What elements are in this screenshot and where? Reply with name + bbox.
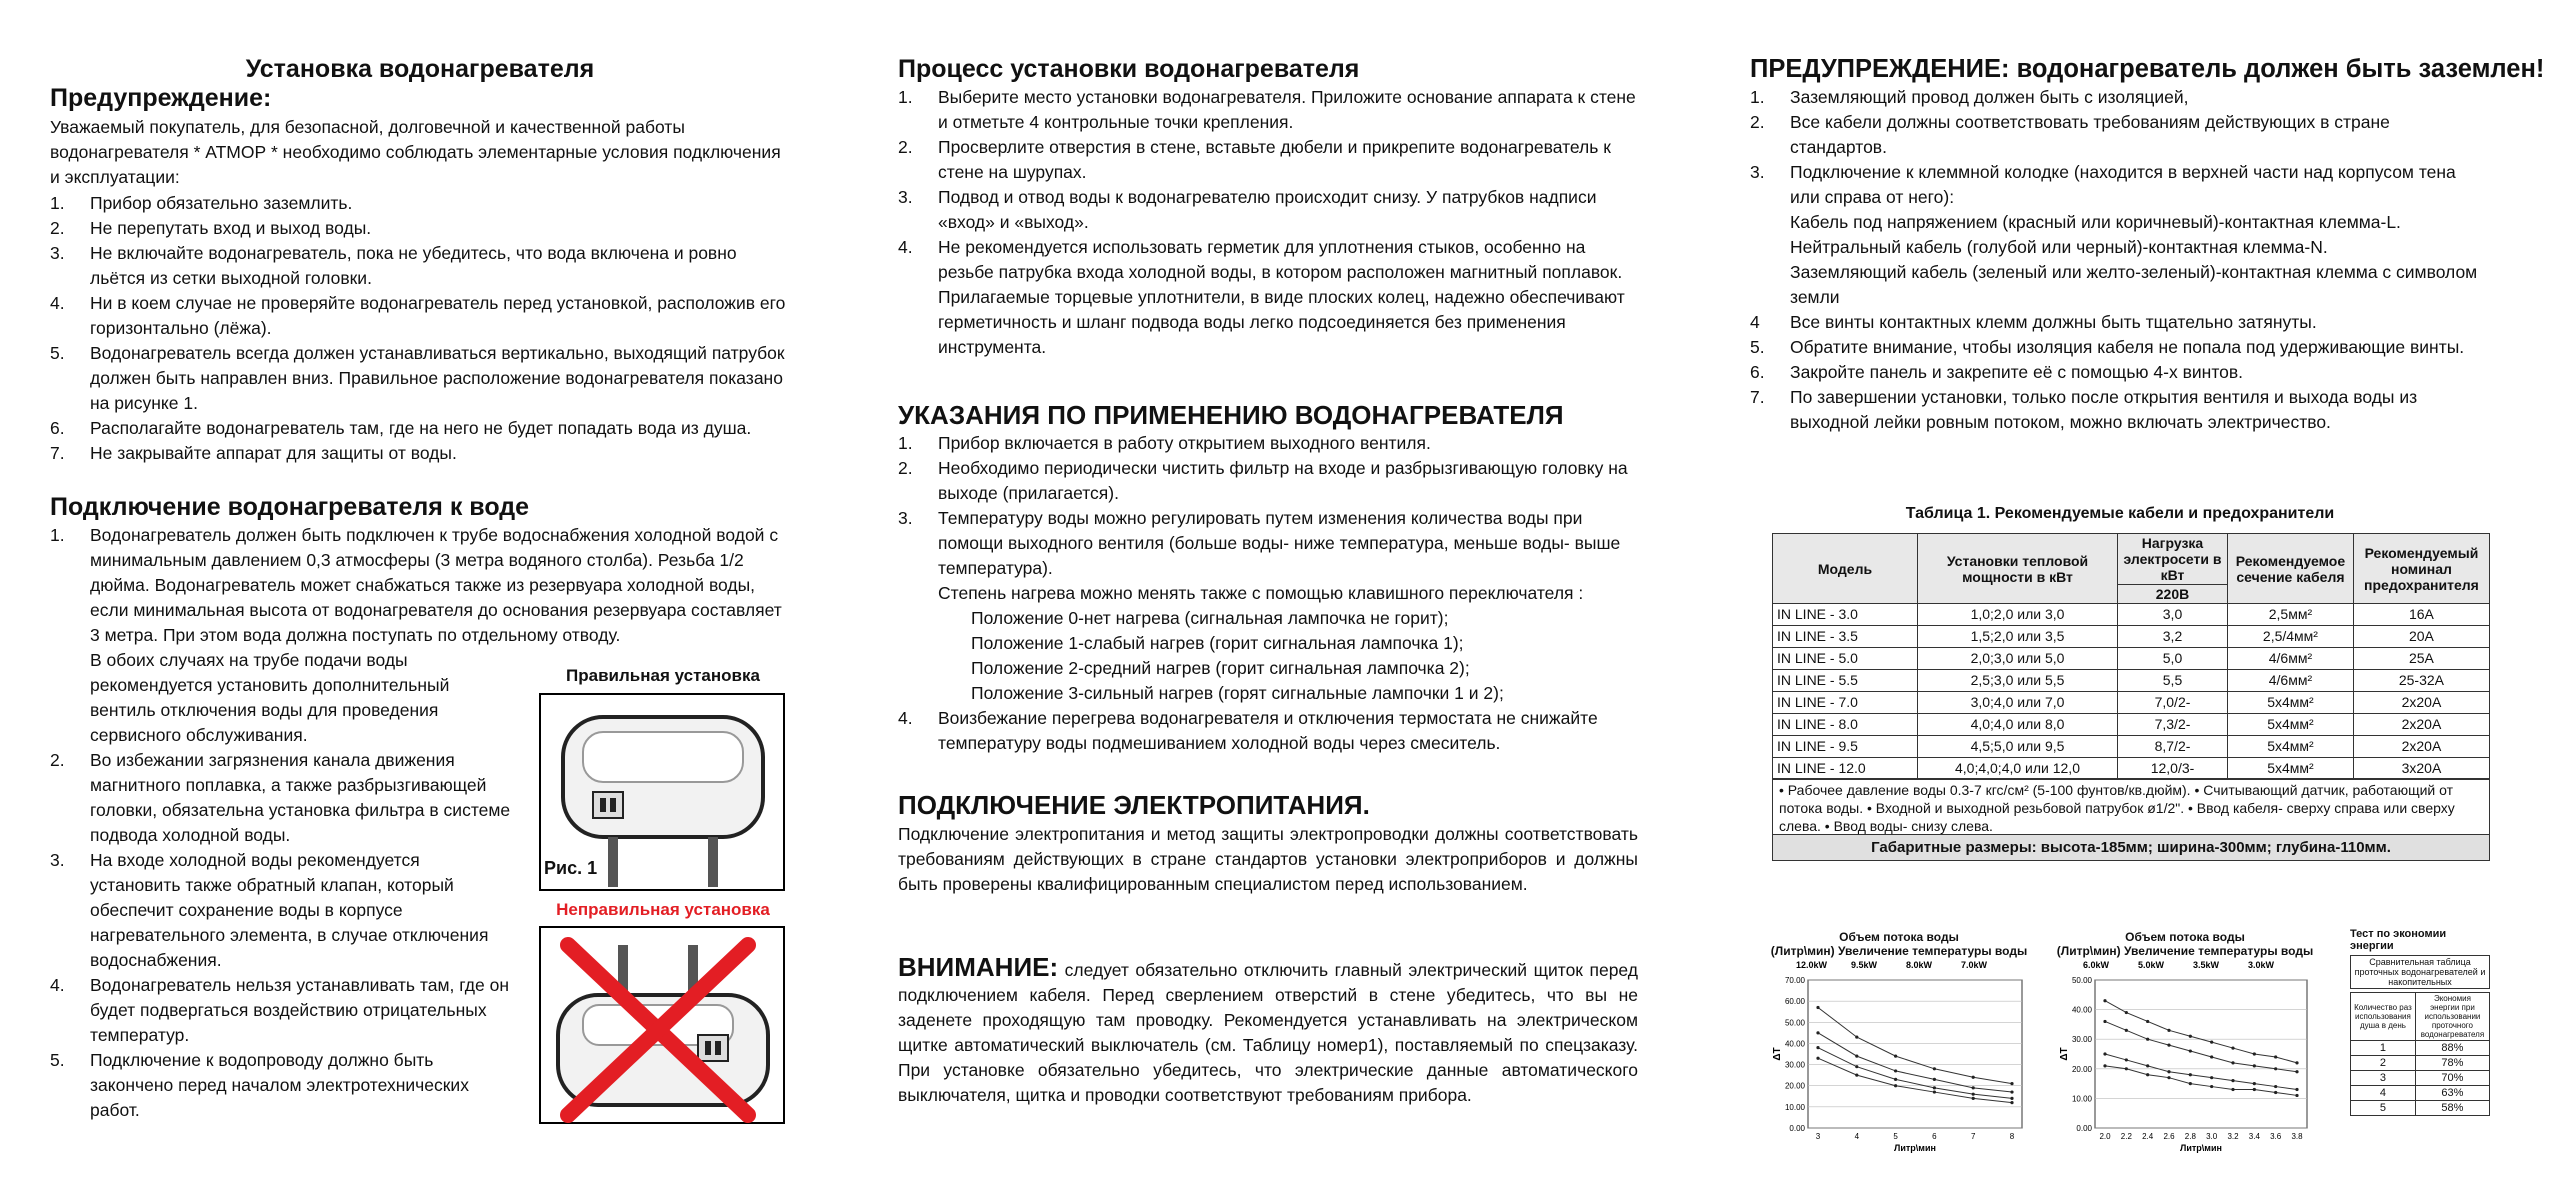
table-cell: 4,0;4,0;4,0 или 12,0 <box>1918 758 2118 780</box>
data-point <box>2231 1079 2234 1082</box>
table-cell: 25A <box>2353 648 2489 670</box>
y-tick-label: 30.00 <box>1784 1060 1805 1070</box>
table-cell: IN LINE - 12.0 <box>1773 758 1918 780</box>
list-item: 4. Ни в коем случае не проверяйте водонагреватель перед установкой, расположив его горизонтально (лёжа). <box>50 293 786 338</box>
list-item: 5. Водонагреватель всегда должен устанавливаться вертикально, выходящий патрубок должен быть направлен вниз. Правильное расположение водонагревателя показано на рисунке 1. <box>50 343 785 413</box>
table-cell: 20A <box>2353 626 2489 648</box>
list-item: 6. Закройте панель и закрепите её с помощью 4-х винтов. <box>1750 362 2244 382</box>
cable-lines <box>1790 210 2490 310</box>
table-row <box>1773 648 2490 670</box>
table-cell: 4,5;5,0 или 9,5 <box>1918 736 2118 758</box>
y-tick-label: 0.00 <box>2076 1124 2092 1133</box>
process-list <box>898 85 1638 360</box>
list-item: 3. Подключение к клеммной колодке (находится в верхней части над корпусом тена или справа от него): <box>1750 162 2456 207</box>
data-point <box>1816 1031 1819 1034</box>
table-row <box>1773 758 2490 780</box>
data-point <box>2146 1073 2149 1076</box>
data-point <box>2189 1035 2192 1038</box>
data-point <box>2231 1046 2234 1049</box>
data-point <box>2295 1070 2298 1073</box>
x-tick-label: 8 <box>2009 1132 2015 1141</box>
list-item: 3. Подвод и отвод воды к водонагревателю происходит снизу. У патрубков надписи «вход» и «выход». <box>898 187 1597 232</box>
usage-heading: УКАЗАНИЯ ПО ПРИМЕНЕНИЮ ВОДОНАГРЕВАТЕЛЯ <box>898 400 1564 430</box>
chart-title: Объем потока воды <box>2125 930 2245 944</box>
data-point <box>2146 1064 2149 1067</box>
list-item: 3. Не включайте водонагреватель, пока не убедитесь, что вода включена и ровно льётся из сетки выходной головки. <box>50 243 737 288</box>
cable-line: Кабель под напряжением (красный или коричневый)-контактная клемма-L. <box>1790 212 2401 232</box>
chart-title: Объем потока воды <box>1839 930 1959 944</box>
step-item: Положение 1-слабый нагрев (горит сигнальная лампочка 1); <box>971 633 1464 653</box>
water-list <box>50 648 512 1123</box>
table-cell: 1,5;2,0 или 3,5 <box>1918 626 2118 648</box>
data-point <box>1933 1078 1936 1081</box>
table-cell: 25-32A <box>2353 670 2489 692</box>
figure-correct-installation <box>538 666 788 686</box>
x-tick-label: 2.8 <box>2184 1132 2196 1141</box>
data-point <box>1816 1006 1819 1009</box>
table-note: • Рабочее давление воды 0.3-7 кгс/см² (5-100 фунтов/кв.дюйм). • Считывающий датчик, работающий от потока воды. • Входной и выходной резьбовой патрубок ø1/2". • Ввод кабеля- сверху справа или сверху слева. • Ввод воды- снизу слева. <box>1772 778 2490 838</box>
data-point <box>2103 1064 2106 1067</box>
data-point <box>1972 1076 1975 1079</box>
attention-paragraph <box>898 952 1638 1108</box>
data-point <box>2231 1088 2234 1091</box>
table-cell: 3,0 <box>2118 604 2228 626</box>
y-tick-label: 10.00 <box>1784 1102 1805 1112</box>
data-point <box>2253 1082 2256 1085</box>
power-text: Подключение электропитания и метод защиты электропроводки должны соответствовать требованиям действующих в стране стандартов установки электроприборов и должны быть проверены квалифицированным специалистом перед использованием. <box>898 824 1638 894</box>
data-point <box>2103 1052 2106 1055</box>
x-tick-label: 2.2 <box>2120 1132 2132 1141</box>
eco-subtitle: Сравнительная таблица проточных водонагревателей и накопительных <box>2350 955 2490 989</box>
data-point <box>1894 1055 1897 1058</box>
data-point <box>2189 1082 2192 1085</box>
data-point <box>2274 1085 2277 1088</box>
data-point <box>1855 1074 1858 1077</box>
table-cell: 5x4мм² <box>2228 736 2354 758</box>
x-tick-label: 7 <box>1970 1132 1976 1141</box>
y-tick-label: 60.00 <box>1784 997 1805 1007</box>
table-row <box>2351 1056 2490 1071</box>
usage-list <box>898 431 1638 581</box>
table-row <box>1773 736 2490 758</box>
table-cell: IN LINE - 3.0 <box>1773 604 1918 626</box>
ground-heading: ПРЕДУПРЕЖДЕНИЕ: водонагреватель должен быть заземлен! <box>1750 55 2545 83</box>
table-row <box>1773 626 2490 648</box>
table-cell: 3,0;4,0 или 7,0 <box>1918 692 2118 714</box>
chart-subtitle: (Литр\мин) Увеличение температуры воды <box>1770 944 2028 958</box>
table-cell: 5x4мм² <box>2228 758 2354 780</box>
power-heading: ПОДКЛЮЧЕНИЕ ЭЛЕКТРОПИТАНИЯ. <box>898 790 1370 820</box>
list-item: 2. Необходимо периодически чистить фильтр на входе и разбрызгивающую головку на выходе (прилагается). <box>898 458 1628 503</box>
data-point <box>2125 1058 2128 1061</box>
table-cell: 3 <box>2351 1071 2416 1086</box>
x-axis-label: Литр\мин <box>1894 1143 1936 1153</box>
table-cell: IN LINE - 8.0 <box>1773 714 1918 736</box>
table-cell: 4,0;4,0 или 8,0 <box>1918 714 2118 736</box>
data-point <box>2295 1094 2298 1097</box>
warning-list <box>50 191 790 466</box>
table-header: Установки тепловой мощности в кВт <box>1918 534 2118 604</box>
data-point <box>1972 1097 1975 1100</box>
table-row <box>2351 1086 2490 1101</box>
legend-item: 9.5kW <box>1851 960 1878 970</box>
water-heading: Подключение водонагревателя к воде <box>50 493 530 521</box>
legend-item: 5.0kW <box>2138 960 2165 970</box>
table-cell: 5x4мм² <box>2228 714 2354 736</box>
data-point <box>1816 1046 1819 1049</box>
table-cell: 4/6мм² <box>2228 648 2354 670</box>
legend-item: 6.0kW <box>2083 960 2110 970</box>
y-tick-label: 50.00 <box>2071 976 2092 985</box>
table-cell: 70% <box>2415 1071 2489 1086</box>
table-row <box>1773 692 2490 714</box>
table-cell: 7,3/2- <box>2118 714 2228 736</box>
x-tick-label: 2.6 <box>2163 1132 2175 1141</box>
table-cell: 63% <box>2415 1086 2489 1101</box>
table-cell: 4 <box>2351 1086 2416 1101</box>
list-item: 7. Не закрывайте аппарат для защиты от воды. <box>50 443 457 463</box>
list-item: 2. Во избежании загрязнения канала движения магнитного поплавка, а также разбрызгивающей головки, обязательна установка фильтра в системе подвода холодной воды. <box>50 750 511 845</box>
table-dimensions: Габаритные размеры: высота-185мм; ширина-300мм; глубина-110мм. <box>1772 834 2490 861</box>
data-point <box>2010 1090 2013 1093</box>
data-point <box>2274 1091 2277 1094</box>
legend-item: 7.0kW <box>1961 960 1988 970</box>
warning-text: Уважаемый покупатель, для безопасной, долговечной и качественной работы водонагревателя * АТМОР * необходимо соблюдать элементарные условия подключения и эксплуатации: <box>50 117 781 187</box>
data-point <box>2103 1020 2106 1023</box>
table-subheader: 220В <box>2118 585 2228 604</box>
table-row <box>2351 1041 2490 1056</box>
data-point <box>1933 1067 1936 1070</box>
list-item: 1. Выберите место установки водонагревателя. Приложите основание аппарата к стене и отметьте 4 контрольные точки крепления. <box>898 87 1636 132</box>
attention-heading: ВНИМАНИЕ: <box>898 952 1059 982</box>
x-tick-label: 3.2 <box>2227 1132 2239 1141</box>
list-item: 3. На входе холодной воды рекомендуется установить также обратный клапан, который обеспечит сохранение воды в корпусе нагревательного элемента, в случае отключения водоснабжения. <box>50 850 489 970</box>
attention-text: следует обязательно отключить главный электрический щиток перед подключением кабеля. Перед сверлением отверстий в стене убедитесь, что вы не заденете проходящую там проводку. Рекомендуется устанавливать на электрическом щитке автоматический выключатель (см. Таблицу номер1), поставляемый по спецзаказу. При установке обязательно убедитесь, что электрические данные автоматического выключателя, щитка и проводки соответствуют требованиям прибора. <box>898 960 1638 1105</box>
steps-intro: Степень нагрева можно менять также с помощью клавишного переключателя : <box>938 583 1584 603</box>
table-header: Модель <box>1773 534 1918 604</box>
heater-wrong-image <box>538 925 786 1125</box>
table-cell: 58% <box>2415 1101 2489 1116</box>
table-header: Рекомендуемое сечение кабеля <box>2228 534 2354 604</box>
data-point <box>2167 1070 2170 1073</box>
data-point <box>1972 1086 1975 1089</box>
data-point <box>1894 1069 1897 1072</box>
table-cell: IN LINE - 3.5 <box>1773 626 1918 648</box>
x-tick-label: 3.0 <box>2206 1132 2218 1141</box>
list-item: 1. Прибор обязательно заземлить. <box>50 193 353 213</box>
data-point <box>1855 1065 1858 1068</box>
data-point <box>2253 1052 2256 1055</box>
table-cell: 2x20A <box>2353 692 2489 714</box>
energy-test <box>2350 928 2490 1116</box>
table-cell: 2,5мм² <box>2228 604 2354 626</box>
table-cell: 2x20A <box>2353 736 2489 758</box>
table-row <box>1773 714 2490 736</box>
table-cell: 4/6мм² <box>2228 670 2354 692</box>
table-cell: 16A <box>2353 604 2489 626</box>
table-cell: 5,0 <box>2118 648 2228 670</box>
list-item: 4 Все винты контактных клемм должны быть тщательно затянуты. <box>1750 312 2317 332</box>
table-cell: 2,5/4мм² <box>2228 626 2354 648</box>
y-tick-label: 50.00 <box>1784 1018 1805 1028</box>
list-item: 5. Обратите внимание, чтобы изоляция кабеля не попала под удерживающие винты. <box>1750 337 2465 357</box>
list-item: 1. Водонагреватель должен быть подключен к трубе водоснабжения холодной водой с минимальным давлением 0,3 атмосферы (3 метра водяного столба). Резьба 1/2 дюйма. Водонагреватель может снабжаться также из резервуара холодной воды, если минимальная высота от водонагревателя до основания резервуара составляет 3 метра. При этом вода должна поступать по отдельному отводу. <box>50 525 782 645</box>
table-row <box>1773 604 2490 626</box>
data-point <box>2167 1044 2170 1047</box>
data-point <box>1894 1078 1897 1081</box>
data-point <box>2010 1097 2013 1100</box>
list-item: 2. Не перепутать вход и выход воды. <box>50 218 372 238</box>
list-item: 5. Подключение к водопроводу должно быть закончено перед началом электротехнических работ. <box>50 1050 469 1120</box>
x-tick-label: 4 <box>1854 1132 1860 1141</box>
x-tick-label: 2.4 <box>2142 1132 2154 1141</box>
table-cell: IN LINE - 5.5 <box>1773 670 1918 692</box>
x-tick-label: 5 <box>1893 1132 1898 1141</box>
eco-header: Количество раз использования душа в день <box>2351 993 2416 1041</box>
data-point <box>2010 1082 2013 1085</box>
page-title: Установка водонагревателя <box>245 55 595 83</box>
data-point <box>2274 1055 2277 1058</box>
legend-item: 3.5kW <box>2193 960 2220 970</box>
table-header: Нагрузка электросети в кВт <box>2118 534 2228 585</box>
data-point <box>2167 1076 2170 1079</box>
water-list-top <box>50 523 790 648</box>
data-point <box>2253 1064 2256 1067</box>
table-cell: IN LINE - 9.5 <box>1773 736 1918 758</box>
list-item: 4. Воизбежание перегрева водонагревателя и отключения термостата не снижайте температуру воды подмешиванием холодной воды через смеситель. <box>898 708 1598 753</box>
data-point <box>2210 1055 2213 1058</box>
warning-heading: Предупреждение: <box>50 84 272 112</box>
list-item: 4. Водонагреватель нельзя устанавливать там, где он будет подвергаться воздействию отрицательных температур. <box>50 975 510 1045</box>
x-tick-label: 3.8 <box>2291 1132 2303 1141</box>
list-item: 2. Просверлите отверстия в стене, вставьте дюбели и прикрепите водонагреватель к стене на шурупах. <box>898 137 1611 182</box>
y-axis-label: ΔT <box>1772 1047 1783 1061</box>
chart-2-plot <box>2055 958 2315 1158</box>
data-point <box>2231 1061 2234 1064</box>
ground-list <box>1750 85 2490 210</box>
data-point <box>1816 1057 1819 1060</box>
data-point <box>1855 1055 1858 1058</box>
data-point <box>2210 1041 2213 1044</box>
step-item: Положение 3-сильный нагрев (горят сигнальные лампочки 1 и 2); <box>971 683 1504 703</box>
table-cell: 88% <box>2415 1041 2489 1056</box>
plot-area <box>1808 980 2022 1128</box>
y-tick-label: 70.00 <box>1784 976 1805 985</box>
data-point <box>2125 1011 2128 1014</box>
x-tick-label: 3.6 <box>2270 1132 2282 1141</box>
cables-table <box>1772 533 2490 780</box>
chart-subtitle: (Литр\мин) Увеличение температуры воды <box>2056 944 2314 958</box>
y-tick-label: 20.00 <box>1784 1081 1805 1091</box>
data-point <box>2125 1029 2128 1032</box>
data-point <box>2189 1073 2192 1076</box>
list-item: 7. По завершении установки, только после открытия вентиля и выхода воды из выходной лейки ровным потоком, можно включать электричество. <box>1750 387 2418 432</box>
data-point <box>2253 1088 2256 1091</box>
table-cell: 3x20A <box>2353 758 2489 780</box>
step-item: Положение 2-средний нагрев (горит сигнальная лампочка 2); <box>971 658 1470 678</box>
data-point <box>1894 1084 1897 1087</box>
table-header: Рекомендуемый номинал предохранителя <box>2353 534 2489 604</box>
table-cell: 2x20A <box>2353 714 2489 736</box>
table-cell: 2,0;3,0 или 5,0 <box>1918 648 2118 670</box>
figure-label: Рис. 1 <box>544 858 598 878</box>
table-cell: 1 <box>2351 1041 2416 1056</box>
list-item: 1. Заземляющий провод должен быть с изоляцией, <box>1750 87 2189 107</box>
usage-list-4 <box>898 706 1638 756</box>
eco-header: Экономия энергии при использовании проточного водонагревателя <box>2415 993 2489 1041</box>
x-tick-label: 2.0 <box>2099 1132 2111 1141</box>
table-cell: 5 <box>2351 1101 2416 1116</box>
table-cell: IN LINE - 5.0 <box>1773 648 1918 670</box>
list-item: 6. Располагайте водонагреватель там, где на него не будет попадать вода из душа. <box>50 418 752 438</box>
figure-wrong-installation <box>538 900 788 920</box>
step-item: Положение 0-нет нагрева (сигнальная лампочка не горит); <box>971 608 1449 628</box>
data-point <box>2146 1020 2149 1023</box>
data-point <box>2295 1061 2298 1064</box>
list-item: 3. Температуру воды можно регулировать путем изменения количества воды при помощи выходного вентиля (больше воды- ниже температура, меньше воды- выше температура). <box>898 508 1621 578</box>
process-heading: Процесс установки водонагревателя <box>898 55 1360 83</box>
data-point <box>2295 1088 2298 1091</box>
steps-list <box>971 606 1631 706</box>
chart-1-plot <box>1768 958 2030 1158</box>
legend-item: 12.0kW <box>1796 960 1828 970</box>
table-cell: 5,5 <box>2118 670 2228 692</box>
figure-correct-caption: Правильная установка <box>566 666 760 685</box>
ground-list-2 <box>1750 310 2490 435</box>
data-point <box>2274 1067 2277 1070</box>
y-tick-label: 10.00 <box>2071 1094 2092 1104</box>
x-tick-label: 6 <box>1932 1132 1937 1141</box>
table-cell: 2,5;3,0 или 5,5 <box>1918 670 2118 692</box>
list-item: В обоих случаях на трубе подачи воды рекомендуется установить дополнительный вентиль отключения воды для проведения сервисного обслуживания. <box>90 650 450 745</box>
table-cell: 2 <box>2351 1056 2416 1071</box>
data-point <box>2146 1038 2149 1041</box>
table-cell: 5x4мм² <box>2228 692 2354 714</box>
list-item: 1. Прибор включается в работу открытием выходного вентиля. <box>898 433 1431 453</box>
y-tick-label: 20.00 <box>2071 1064 2092 1074</box>
list-item: 2. Все кабели должны соответствовать требованиям действующих в стране стандартов. <box>1750 112 2390 157</box>
table-cell: 12,0/3- <box>2118 758 2228 780</box>
table-cell: IN LINE - 7.0 <box>1773 692 1918 714</box>
chart-2 <box>2055 930 2315 1163</box>
x-tick-label: 3 <box>1815 1132 1821 1141</box>
y-tick-label: 30.00 <box>2071 1035 2092 1045</box>
data-point <box>2167 1029 2170 1032</box>
list-item: 4. Не рекомендуется использовать герметик для уплотнения стыков, особенно на резьбе патрубка входа холодной воды, в котором расположен магнитный поплавок. Прилагаемые торцевые уплотнители, в виде плоских колец, надежно обеспечивают герметичность и шланг подвода воды легко подсоединяется без применения инструмента. <box>898 237 1625 357</box>
table-cell: 7,0/2- <box>2118 692 2228 714</box>
legend-item: 8.0kW <box>1906 960 1933 970</box>
table-cell: 8,7/2- <box>2118 736 2228 758</box>
data-point <box>2125 1067 2128 1070</box>
x-axis-label: Литр\мин <box>2180 1143 2222 1153</box>
cable-line: Нейтральный кабель (голубой или черный)-контактная клемма-N. <box>1790 237 2328 257</box>
table-cell: 3,2 <box>2118 626 2228 648</box>
data-point <box>2210 1076 2213 1079</box>
y-axis-label: ΔT <box>2059 1047 2070 1061</box>
data-point <box>2103 999 2106 1002</box>
table-title: Таблица 1. Рекомендуемые кабели и предохранители <box>1905 505 2335 522</box>
table-cell: 1,0;2,0 или 3,0 <box>1918 604 2118 626</box>
data-point <box>1933 1090 1936 1093</box>
data-point <box>1933 1086 1936 1089</box>
table-row <box>2351 1071 2490 1086</box>
data-point <box>2189 1049 2192 1052</box>
data-point <box>2210 1085 2213 1088</box>
y-tick-label: 0.00 <box>1789 1124 1805 1133</box>
chart-1 <box>1768 930 2030 1163</box>
table-cell: 78% <box>2415 1056 2489 1071</box>
data-point <box>1972 1093 1975 1096</box>
data-point <box>1855 1035 1858 1038</box>
table-row <box>1773 670 2490 692</box>
eco-table <box>2350 992 2490 1116</box>
y-tick-label: 40.00 <box>2071 1005 2092 1015</box>
cable-line: Заземляющий кабель (зеленый или желто-зеленый)-контактная клемма с символом земли <box>1790 262 2478 307</box>
eco-title: Тест по экономии энергии <box>2350 928 2447 952</box>
legend-item: 3.0kW <box>2248 960 2275 970</box>
table-row <box>2351 1101 2490 1116</box>
data-point <box>2010 1101 2013 1104</box>
y-tick-label: 40.00 <box>1784 1039 1805 1049</box>
x-tick-label: 3.4 <box>2248 1132 2260 1141</box>
figure-wrong-caption: Неправильная установка <box>556 900 770 919</box>
